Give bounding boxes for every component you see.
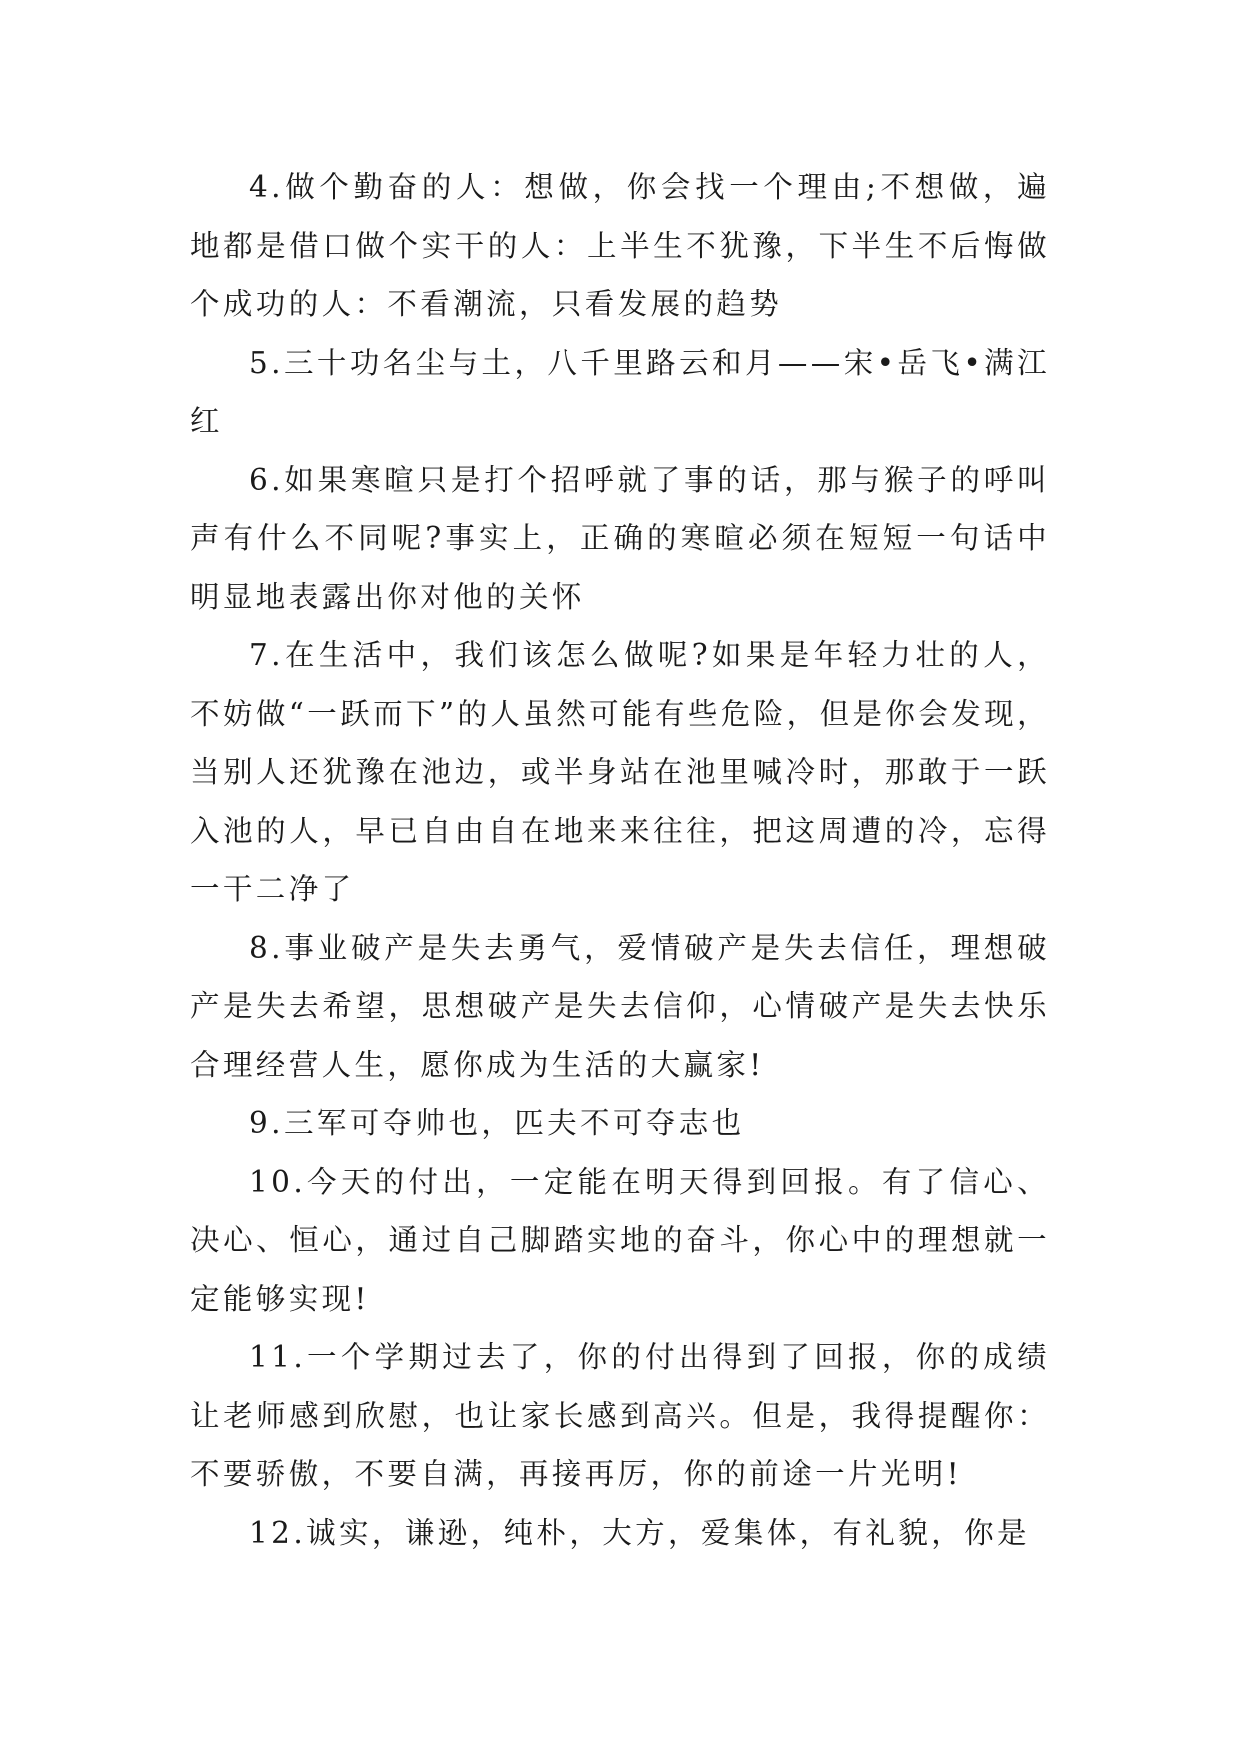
- paragraph-7: 7.在生活中，我们该怎么做呢?如果是年轻力壮的人，不妨做“一跃而下”的人虽然可能有些危险，但是你会发现，当别人还犹豫在池边，或半身站在池里喊冷时，那敢于一跃入池的人，早已自由自在地来来往往，把这周遭的冷，忘得一干二净了: [190, 638, 1050, 906]
- paragraph-12: 12.诚实，谦逊，纯朴，大方，爱集体，有礼貌，你是: [249, 1515, 1030, 1550]
- paragraph-8: 8.事业破产是失去勇气，爱情破产是失去信任，理想破产是失去希望，思想破产是失去信仰，心情破产是失去快乐合理经营人生，愿你成为生活的大赢家!: [190, 930, 1050, 1082]
- document-body: [190, 158, 1050, 1562]
- paragraph-10: 10.今天的付出，一定能在明天得到回报。有了信心、决心、恒心，通过自己脚踏实地的奋斗，你心中的理想就一定能够实现!: [190, 1164, 1050, 1316]
- paragraph-6: 6.如果寒暄只是打个招呼就了事的话，那与猴子的呼叫声有什么不同呢?事实上，正确的寒暄必须在短短一句话中明显地表露出你对他的关怀: [190, 462, 1050, 614]
- paragraph-5: 5.三十功名尘与土，八千里路云和月——宋•岳飞•满江红: [190, 345, 1050, 438]
- paragraph-11: 11.一个学期过去了，你的付出得到了回报，你的成绩让老师感到欣慰，也让家长感到高兴。但是，我得提醒你：不要骄傲，不要自满，再接再厉，你的前途一片光明!: [190, 1340, 1050, 1491]
- paragraph-4: 4.做个勤奋的人：想做，你会找一个理由;不想做，遍地都是借口做个实干的人：上半生不犹豫，下半生不后悔做个成功的人：不看潮流，只看发展的趋势: [190, 170, 1050, 321]
- paragraph-9: 9.三军可夺帅也，匹夫不可夺志也: [249, 1106, 745, 1140]
